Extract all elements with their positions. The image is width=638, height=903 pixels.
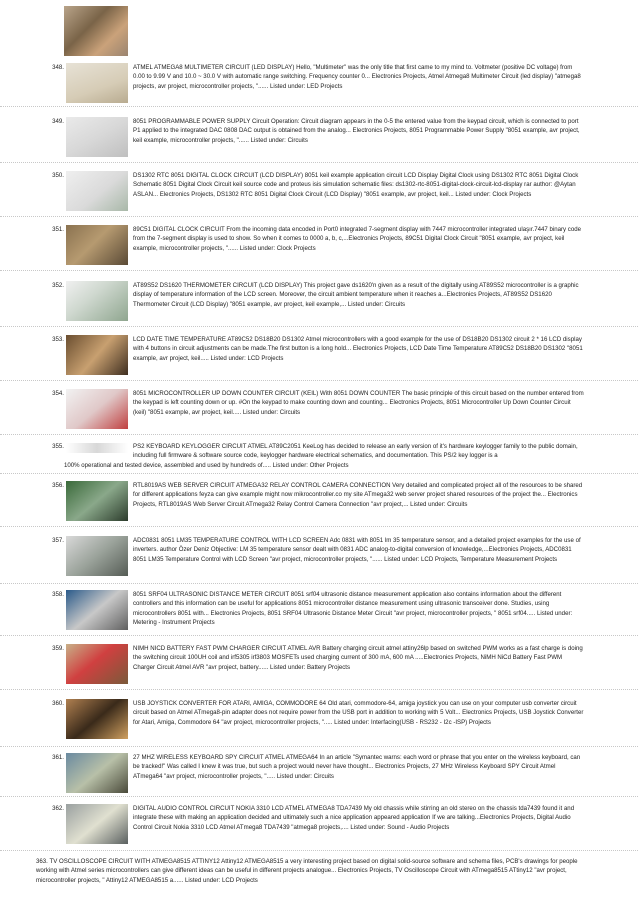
entry-number: 361. (52, 754, 64, 761)
list-item (0, 535, 638, 584)
entry-description: Attiny12 ATMEGA8515 a very interesting project based on digital solid-source software and schema files, PCB's drawings for people working with Atmel series microcontrollers can give different ideas can be useful in different projects analogue... Electronics Projects, TV Oscilloscope Circuit with ATmega8515 ATtiny12 "avr project, microcontroller projects, " Attiny12 ATMEGA8515 a...... Listed under: LCD Projects (36, 858, 578, 884)
entry-title-link[interactable]: 8051 SRF04 ULTRASONIC DISTANCE METER CIRCUIT (133, 591, 290, 598)
entry-description: Old atari, commodore-64, amiga joystick you can use on your computer usb converter circuit circuit based on Atmel ATmega8-pin adapter does not require power from the USB port in addition to working with 5 Volt... Electronics Projects, USB Joystick Converter for Atari, Amiga, Commodore 64 "avr project, microcontroller projects, "..... Listed under: Interfacing(USB - RS232 - I2c -ISP) Projects (133, 700, 584, 726)
entry-text (133, 590, 585, 627)
entry-title-link[interactable]: ATMEL ATMEGA8 MULTIMETER CIRCUIT (LED DISPLAY) (133, 64, 295, 71)
list-item (0, 589, 638, 636)
entry-description: Hello, "Multimeter" was the only title that first came to my mind to. Voltmeter (positive DC voltage) from 0.00 to 9.99 V and 10.0 ~ 30.0 V with automatic range switching. Frequency counter 0... Electronics Projects, Atmel Atmega8 Multimeter Circuit (led display) "atmega8 projects, avr project, microcontroller projects, "...... Listed under: LED Projects (133, 64, 581, 90)
list-item (0, 170, 638, 217)
list-item (0, 441, 638, 474)
entry-description: 8051 srf04 ultrasonic distance measurement application also contains information about the different controllers and this information can be useful for applications 8051 microcontroller distance measurement using ultrasonic transceiver done. Studies, using microcontrollers 8051 with... Electronics Projects, 8051 SRF04 Ultrasonic Distance Meter Circuit "avr project, microcontroller projects, " 8051 srf04..... Listed under: Metering - Instrument Projects (133, 591, 573, 626)
entry-description: 8051 keil example application circuit LCD Display Digital Clock using DS1302 RTC 8051 Digital Clock Schematic 8051 Digital Clock Circuit keil source code and proteus isis simulation schematic files: ds1302-rtc-8051-digital-clock-circuit-lcd-display rar author: @Aytan ASLAN... Electronics Projects, DS1302 RTC 8051 Digital Clock Circuit (LCD Display) "8051 example, avr project, keil... Listed under: Clock Projects (133, 172, 579, 198)
entry-number: 355. (52, 443, 64, 450)
entry-description: KeeLog has decided to release an early version of it's hardware keylogger family to the public domain, including full firmware & software source code, keylogger hardware electrical schematics, and documentation. This PS/2 key logger is a (133, 443, 578, 460)
entry-number: 356. (52, 482, 64, 489)
list-item (0, 803, 638, 851)
keyboard-spy-thumbnail[interactable] (66, 753, 128, 793)
entry-number: 354. (52, 390, 64, 397)
entry-text (133, 804, 585, 832)
entry-description: This project gave ds1620'n given as a result of the digitally using AT89S52 microcontroller is a graphic display of temperature information of the LCD screen. Moreover, the circuit ambient temperature when it reaches a...Electronics Projects, AT89S52 DS1620 Thermometer Circuit (LCD Display) "8051 example, avr project, keil example,... Listed under: Circuits (133, 282, 579, 308)
list-item (0, 224, 638, 271)
entry-title-link[interactable]: TV OSCILLOSCOPE CIRCUIT WITH ATMEGA8515 ATTINY12 (49, 858, 220, 865)
entry-number: 363. (36, 858, 48, 865)
entry-number: 348. (52, 64, 64, 71)
previous-entry-thumbnail[interactable] (64, 6, 128, 56)
clock-board-thumbnail[interactable] (66, 225, 128, 265)
entry-text (133, 442, 585, 461)
list-item (0, 62, 638, 107)
joystick-thumbnail[interactable] (66, 699, 128, 739)
entry-number: 351. (52, 226, 64, 233)
entry-text (133, 171, 585, 199)
list-item (0, 334, 638, 381)
entry-title-link[interactable]: 27 MHZ WIRELESS KEYBOARD SPY CIRCUIT ATMEL ATMEGA64 (133, 754, 318, 761)
ultrasonic-thumbnail[interactable] (66, 590, 128, 630)
entry-number: 353. (52, 336, 64, 343)
list-item (0, 698, 638, 747)
entry-number: 359. (52, 645, 64, 652)
entry-title-link[interactable]: DS1302 RTC 8051 DIGITAL CLOCK CIRCUIT (LCD DISPLAY) (133, 172, 303, 179)
entry-text-continued (64, 461, 585, 470)
entry-text (133, 699, 585, 727)
entry-text (133, 389, 585, 417)
entry-text (133, 753, 585, 781)
audio-control-thumbnail[interactable] (66, 804, 128, 844)
list-item (0, 280, 638, 327)
entry-text (36, 857, 588, 885)
entry-text (133, 644, 585, 672)
entry-title-link[interactable]: 8051 MICROCONTROLLER UP DOWN COUNTER CIRCUIT (KEIL) (133, 390, 319, 397)
entry-title-link[interactable]: USB JOYSTICK CONVERTER FOR ATARI, AMIGA, COMMODORE 64 (133, 700, 326, 707)
entry-number: 349. (52, 118, 64, 125)
list-item (0, 643, 638, 690)
entry-text (133, 335, 585, 363)
entry-description: With 8051 DOWN COUNTER The basic principle of this circuit based on the number entered from the keypad is left counting down or up. #On the keypad to make counting down and counting... Electronics Projects, 8051 Microcontroller Up Down Counter Circuit (keil) "8051 example, avr project, keil..... Listed under: Circuits (133, 390, 584, 416)
entry-description: Circuit Operation: Circuit diagram appears in the 0-5 the entered value from the keypad circuit, which is connected to port P1 applied to the integrated DAC 0808 DAC output is obtained from the analog... Electronics Projects, 8051 Programmable Power Supply "8051 example, avr project, keil example, microcontroller projects, "...... Listed under: Circuits (133, 118, 580, 144)
keylogger-thumbnail[interactable] (66, 443, 128, 453)
entry-title-link[interactable]: DIGITAL AUDIO CONTROL CIRCUIT NOKIA 3310 LCD ATMEL ATMEGA8 TDA7439 (133, 805, 363, 812)
entry-title-link[interactable]: AT89S52 DS1620 THERMOMETER CIRCUIT (LCD DISPLAY) (133, 282, 303, 289)
lcd-date-thumbnail[interactable] (66, 335, 128, 375)
temperature-control-thumbnail[interactable] (66, 536, 128, 576)
entry-number: 357. (52, 537, 64, 544)
web-server-thumbnail[interactable] (66, 481, 128, 521)
entry-description: Very detailed and complicated project all of the resources to be shared for different applications feyza can give example might now mikrocontroller.co my site ATmega32 web server project shared resources of the project the... Electronics Projects, RTL8019AS Web Server Circuit ATmega32 Relay Control Camera Connection "avr project,... Listed under: Circuits (133, 482, 583, 508)
entry-title-link[interactable]: 89C51 DIGITAL CLOCK CIRCUIT (133, 226, 225, 233)
battery-charger-thumbnail[interactable] (66, 644, 128, 684)
entry-text (133, 481, 585, 509)
entry-text (133, 225, 585, 253)
entry-text (133, 117, 585, 145)
entry-text (133, 281, 585, 309)
entry-description-tail: 100% operational and tested device, assembled and used by hundreds of..... Listed under: Other Projects (64, 462, 349, 469)
entry-title-link[interactable]: NIMH NICD BATTERY FAST PWM CHARGER CIRCUIT ATMEL AVR (133, 645, 321, 652)
entry-number: 360. (52, 700, 64, 707)
entry-description: In an article "Symantec warns: each word or phrase that you enter on the wireless keyboard, can be tracked!" Was called I knew it was true, but such a project would never have thought... Electronics Projects, 27 MHz Wireless Keyboard SPY Circuit Atmel ATmega64 "avr project, microcontroller projects, "..... Listed under: Circuits (133, 754, 581, 780)
digital-clock-thumbnail[interactable] (66, 171, 128, 211)
entry-description: Adc 0831 with 8051 lm 35 temperature sensor, and a detailed project examples for the use of inverters. author Özer Deniz Objective: LM 35 temperature sensor dealt with 0831 ADC analog-to-digital conversion of knowledge,...Electronics Projects, ADC0831 8051 LM35 Temperature Control with LCD Screen "avr project, microcontroller projects, "...... Listed under: LCD Projects, Temperature Measurement Projects (133, 537, 581, 563)
list-item (0, 480, 638, 527)
list-item (0, 752, 638, 797)
entry-text (133, 536, 585, 564)
entry-description: Battery charging circuit atmel attiny26lp based on switched PWM works as a fast charge is doing the switching circuit 100UH coil and irf5305 irf3803 MOSFETs used charging current of 300 mA, 600 mA .....Electronics Projects, NiMH NiCd Battery Fast PWM Charger Circuit Atmel AVR "avr project, battery...... Listed under: Battery Projects (133, 645, 583, 671)
entry-number: 362. (52, 805, 64, 812)
power-supply-thumbnail[interactable] (66, 117, 128, 157)
entry-number: 358. (52, 591, 64, 598)
entry-number: 350. (52, 172, 64, 179)
multimeter-thumbnail[interactable] (66, 63, 128, 103)
entry-title-link[interactable]: RTL8019AS WEB SERVER CIRCUIT ATMEGA32 RELAY CONTROL CAMERA CONNECTION (133, 482, 391, 489)
entry-description: My old chassis while stirring an old stereo on the chassis tda7439 found it and integrate these with making an application decided and ultimately such a nice application appeared application If we are talking...Electronics Projects, Digital Audio Control Circuit Nokia 3310 LCD Atmel ATmega8 TDA7439 "atmega8 projects,.... Listed under: Sound - Audio Projects (133, 805, 575, 831)
entry-number: 352. (52, 282, 64, 289)
list-item (0, 856, 638, 896)
entry-description: Atmel microcontrollers with a good example for the use of DS18B20 DS1302 circuit 2 * 16 LCD display with 4 buttons in circuit adjustments can be made.The first button is a long hold... Electronics Projects, LCD Date Time Temperature AT89C52 DS18B20 DS1302 "8051 example, avr project, keil..... Listed under: LCD Projects (133, 336, 583, 362)
entry-text (133, 63, 585, 91)
entry-title-link[interactable]: 8051 PROGRAMMABLE POWER SUPPLY (133, 118, 251, 125)
entry-title-link[interactable]: LCD DATE TIME TEMPERATURE AT89C52 DS18B20 DS1302 (133, 336, 305, 343)
entry-title-link[interactable]: ADC0831 8051 LM35 TEMPERATURE CONTROL WITH LCD SCREEN (133, 537, 329, 544)
list-item (0, 116, 638, 163)
entry-title-link[interactable]: PS2 KEYBOARD KEYLOGGER CIRCUIT ATMEL AT89C2051 (133, 443, 301, 450)
thermometer-thumbnail[interactable] (66, 281, 128, 321)
counter-thumbnail[interactable] (66, 389, 128, 429)
list-item (0, 388, 638, 435)
entry-description: From the incoming data encoded in Port0 integrated 7-segment display with 7447 microcontroller integrated ulaşır.7447 binary code from the 7-segment display is used to show. So when it comes to 0000 a, b, c,...Electronics Projects, 89C51 Digital Clock Circuit "8051 example, avr project, keil example, microcontroller projects, "...... Listed under: Clock Projects (133, 226, 582, 252)
